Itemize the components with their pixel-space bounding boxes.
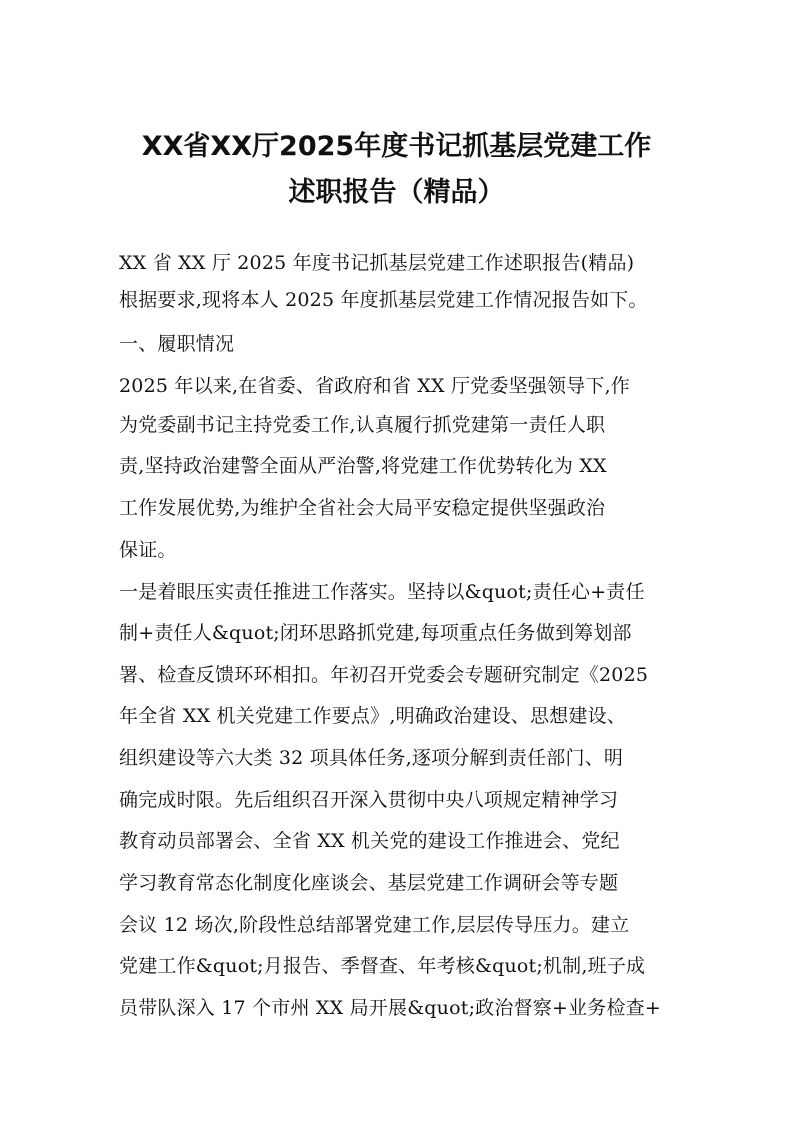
- section-heading: 一、履职情况: [119, 333, 235, 355]
- body-line-9: 一是着眼压实责任推进工作落实。坚持以&quot;责任心+责任: [119, 581, 645, 603]
- body-line-11: 署、检查反馈环环相扣。年初召开党委会专题研究制定《2025: [119, 664, 649, 686]
- document-title-line-1: XX省XX厅2025年度书记抓基层党建工作: [141, 131, 652, 162]
- body-line-16: 学习教育常态化制度化座谈会、基层党建工作调研会等专题: [119, 872, 619, 894]
- body-line-15: 教育动员部署会、全省 XX 机关党的建设工作推进会、党纪: [119, 830, 620, 852]
- body-line-2: 根据要求,现将本人 2025 年度抓基层党建工作情况报告如下。: [119, 289, 648, 311]
- body-line-8: 保证。: [119, 539, 177, 561]
- body-line-18: 党建工作&quot;月报告、季督查、年考核&quot;机制,班子成: [119, 955, 646, 977]
- body-line-10: 制+责任人&quot;闭环思路抓党建,每项重点任务做到筹划部: [119, 622, 632, 644]
- body-line-12: 年全省 XX 机关党建工作要点》,明确政治建设、思想建设、: [119, 705, 626, 727]
- body-line-14: 确完成时限。先后组织召开深入贯彻中央八项规定精神学习: [119, 789, 619, 811]
- body-line-7: 工作发展优势,为维护全省社会大局平安稳定提供坚强政治: [119, 497, 606, 519]
- body-line-5: 为党委副书记主持党委工作,认真履行抓党建第一责任人职: [119, 414, 606, 436]
- body-line-17: 会议 12 场次,阶段性总结部署党建工作,层层传导压力。建立: [119, 914, 630, 936]
- document-title-line-2: 述职报告（精品）: [288, 177, 505, 208]
- body-line-13: 组织建设等六大类 32 项具体任务,逐项分解到责任部门、明: [119, 747, 624, 769]
- body-line-4: 2025 年以来,在省委、省政府和省 XX 厅党委坚强领导下,作: [119, 375, 631, 397]
- body-line-19: 员带队深入 17 个市州 XX 局开展&quot;政治督察+业务检查+: [119, 997, 662, 1019]
- body-line-6: 责,坚持政治建警全面从严治警,将党建工作优势转化为 XX: [119, 455, 607, 477]
- body-line-1: XX 省 XX 厅 2025 年度书记抓基层党建工作述职报告(精品): [119, 252, 635, 274]
